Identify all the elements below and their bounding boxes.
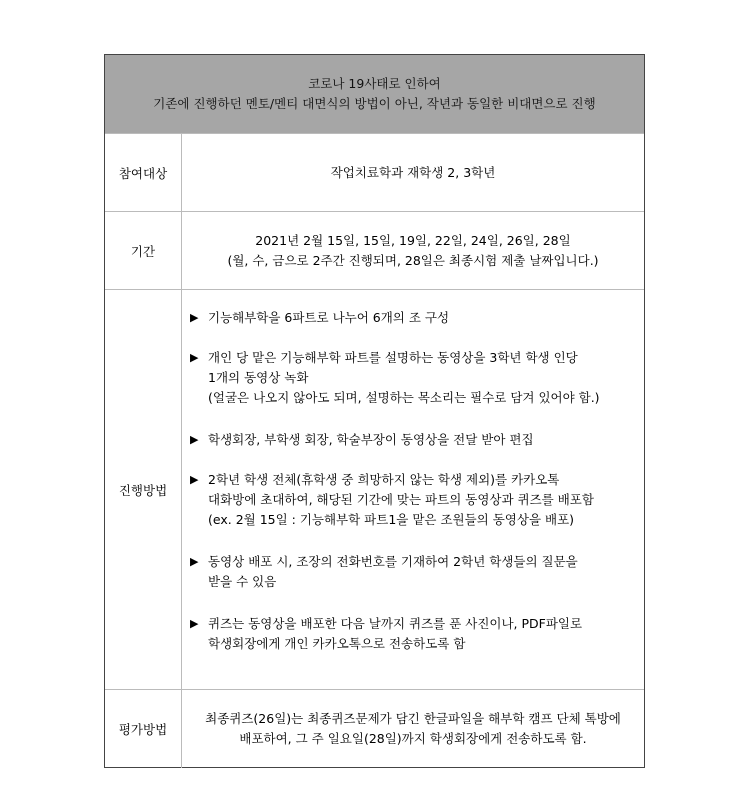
method-cell [182, 290, 644, 690]
header-line-1: 코로나 19사태로 인하여 [308, 76, 441, 91]
table-header [105, 55, 644, 133]
evaluation-label: 평가방법 [105, 690, 182, 768]
method-label: 진행방법 [105, 290, 182, 690]
method-item [190, 614, 582, 654]
method-item [190, 348, 600, 408]
period-line-2: (월, 수, 금으로 2주간 진행되며, 28일은 최종시험 제출 날짜입니다.) [227, 253, 599, 268]
plan-table [104, 54, 645, 768]
evaluation-line-1: 최종퀴즈(26일)는 최종퀴즈문제가 담긴 한글파일을 해부학 캠프 단체 톡방에 [205, 711, 621, 726]
period-cell [182, 212, 644, 290]
period-label: 기간 [105, 212, 182, 290]
evaluation-row [105, 689, 644, 768]
period-row [105, 211, 644, 290]
method-item-line: 받을 수 있음 [208, 574, 277, 589]
method-item [190, 308, 449, 328]
participants-label: 참여대상 [105, 134, 182, 212]
method-item [190, 430, 534, 450]
bullet-icon: ▶ [190, 311, 199, 324]
method-item-line: 동영상 배포 시, 조장의 전화번호를 기재하여 2학년 학생들의 질문을 [208, 554, 578, 569]
method-item-line: 퀴즈는 동영상을 배포한 다음 날까지 퀴즈를 푼 사진이나, PDF파일로 [208, 616, 583, 631]
method-row [105, 289, 644, 690]
method-item-line: 학생회장, 부학생 회장, 학술부장이 동영상을 전달 받아 편집 [208, 432, 534, 447]
evaluation-cell [182, 690, 644, 768]
header-line-2: 기존에 진행하던 멘토/멘티 대면식의 방법이 아닌, 작년과 동일한 비대면으로 진행 [153, 96, 596, 111]
participants-row [105, 133, 644, 212]
method-item-line: (ex. 2월 15일 : 기능해부학 파트1을 맡은 조원들의 동영상을 배포) [208, 512, 575, 527]
bullet-icon: ▶ [190, 555, 199, 568]
bullet-icon: ▶ [190, 473, 199, 486]
period-line-1: 2021년 2월 15일, 15일, 19일, 22일, 24일, 26일, 28일 [255, 233, 571, 248]
participants-value: 작업치료학과 재학생 2, 3학년 [330, 165, 496, 180]
bullet-icon: ▶ [190, 433, 199, 446]
method-item-line: 2학년 학생 전체(휴학생 중 희망하지 않는 학생 제외)를 카카오톡 [208, 472, 560, 487]
method-item [190, 470, 594, 530]
method-item-line: 기능해부학을 6파트로 나누어 6개의 조 구성 [208, 310, 450, 325]
bullet-icon: ▶ [190, 617, 199, 630]
method-item [190, 552, 578, 592]
evaluation-line-2: 배포하여, 그 주 일요일(28일)까지 학생회장에게 전송하도록 함. [239, 731, 587, 746]
method-item-line: 개인 당 맡은 기능해부학 파트를 설명하는 동영상을 3학년 학생 인당 [208, 350, 578, 365]
method-item-line: 대화방에 초대하여, 해당된 기간에 맞는 파트의 동영상과 퀴즈를 배포함 [208, 492, 594, 507]
participants-cell [182, 134, 644, 212]
method-item-line: 1개의 동영상 녹화 [208, 370, 309, 385]
method-item-line: (얼굴은 나오지 않아도 되며, 설명하는 목소리는 필수로 담겨 있어야 함.) [208, 390, 600, 405]
method-item-line: 학생회장에게 개인 카카오톡으로 전송하도록 함 [208, 636, 466, 651]
bullet-icon: ▶ [190, 351, 199, 364]
